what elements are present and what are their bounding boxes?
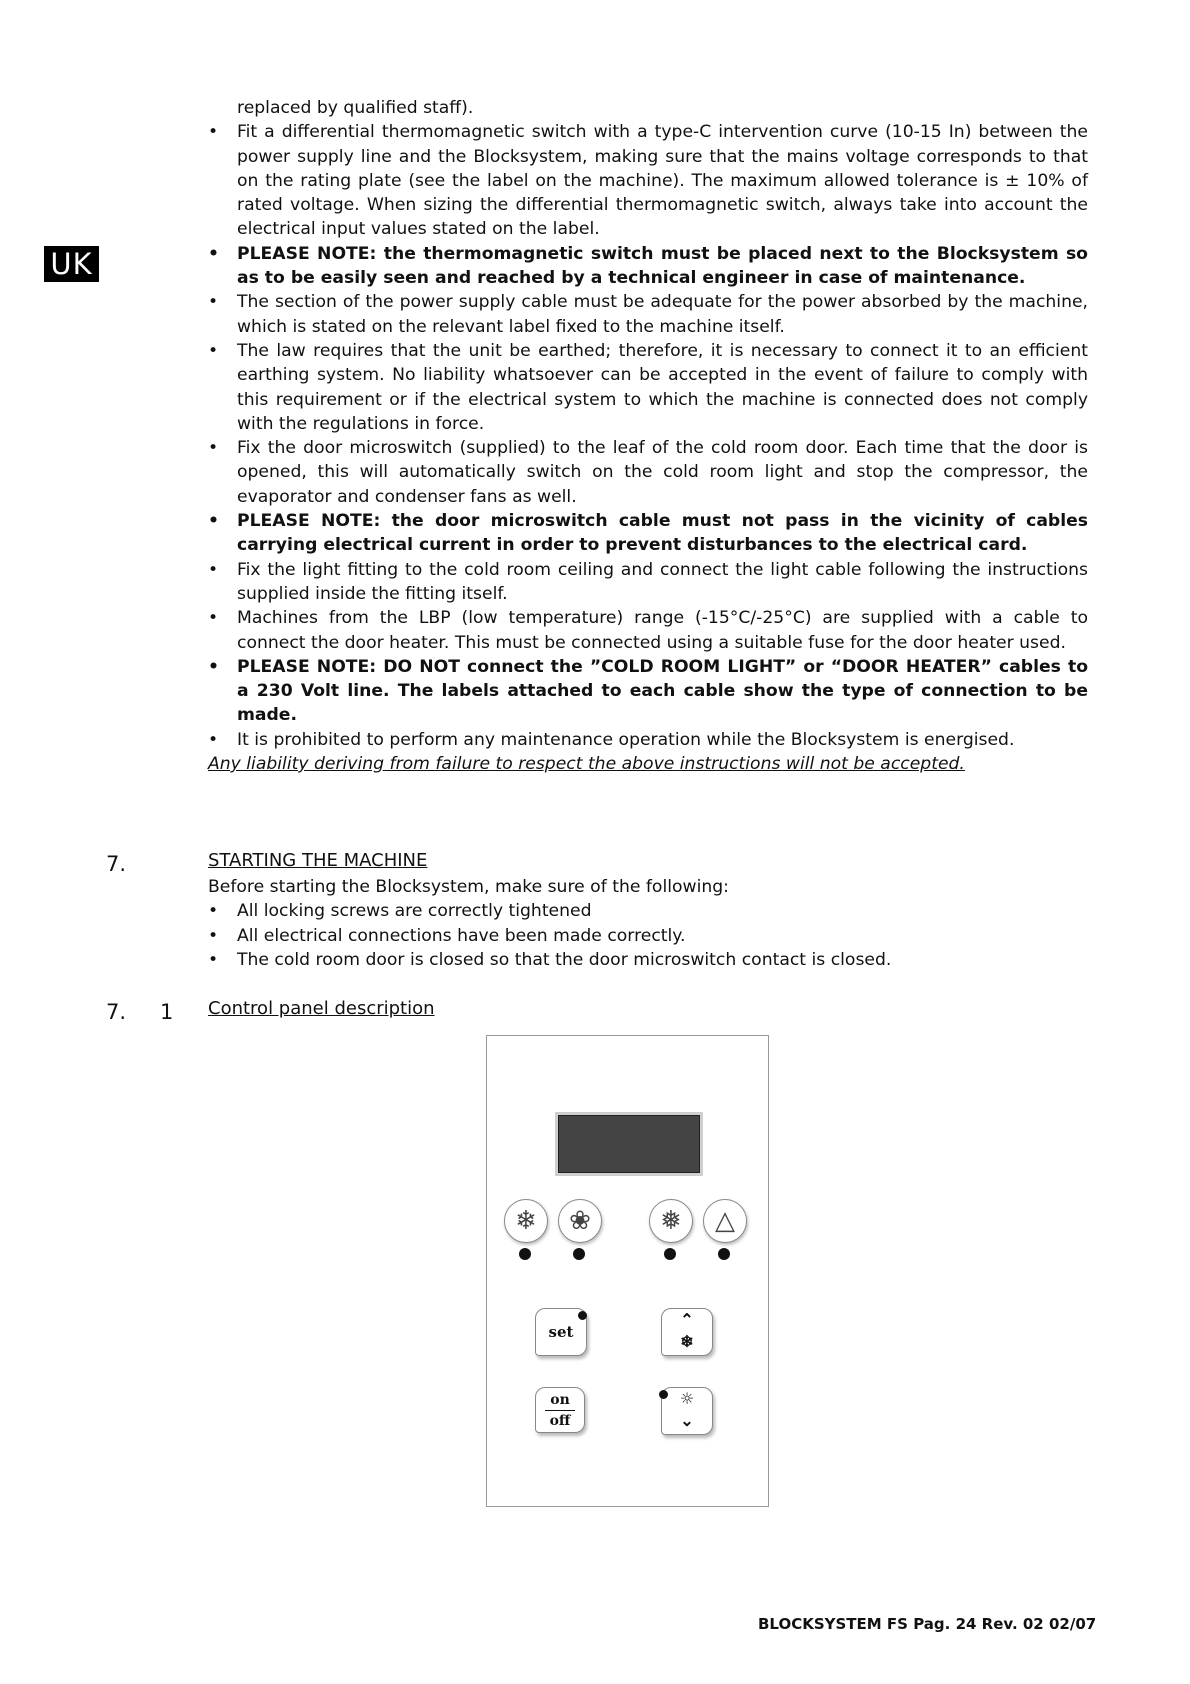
list-item-note: • PLEASE NOTE: DO NOT connect the ”COLD ROOM LIGHT” or “DOOR HEATER” cables to a 230 Volt line. The labels attached to each cable show the type of connection to be made. bbox=[208, 655, 1088, 728]
page-footer: BLOCKSYSTEM FS Pag. 24 Rev. 02 02/07 bbox=[758, 1615, 1097, 1633]
language-tab: UK bbox=[44, 246, 99, 282]
list-item: • The section of the power supply cable must be adequate for the power absorbed by the machine, which is stated on the relevant label fixed to the machine itself. bbox=[208, 290, 1088, 339]
intro-line: replaced by qualified staff). bbox=[237, 98, 474, 118]
down-light-button[interactable] bbox=[661, 1387, 713, 1435]
list-item: • Fix the light fitting to the cold room ceiling and connect the light cable following the instructions supplied inside the fitting itself. bbox=[208, 558, 1088, 607]
down-light-icon: ☼ ⌄ bbox=[679, 1389, 695, 1430]
subsection-title: Control panel description bbox=[208, 998, 435, 1019]
fan-led bbox=[573, 1248, 585, 1260]
control-panel-figure bbox=[486, 1035, 769, 1507]
on-label: on bbox=[550, 1392, 570, 1408]
panel-display bbox=[555, 1112, 703, 1176]
list-item: • All locking screws are correctly tightened bbox=[208, 899, 1088, 923]
subsection-subnumber: 1 bbox=[160, 1000, 174, 1024]
up-defrost-button[interactable] bbox=[661, 1308, 713, 1356]
defrost-icon: ❅ bbox=[649, 1199, 693, 1243]
alarm-led bbox=[718, 1248, 730, 1260]
defrost-led bbox=[664, 1248, 676, 1260]
list-item: • Fit a differential thermomagnetic switch with a type-C intervention curve (10-15 In) between the power supply line and the Blocksystem, making sure that the mains voltage corresponds to that on the rating plate (see the label on the machine). The maximum allowed tolerance is ± 10% of rated voltage. When sizing the differential thermomagnetic switch, always take into account the electrical input values stated on the label. bbox=[208, 120, 1088, 241]
section-title: STARTING THE MACHINE bbox=[208, 850, 428, 871]
alarm-bell-icon: △ bbox=[703, 1199, 747, 1243]
liability-note: Any liability deriving from failure to respect the above instructions will not be accepted. bbox=[208, 754, 965, 775]
list-item: • The cold room door is closed so that the door microswitch contact is closed. bbox=[208, 948, 1088, 972]
list-item-note: • PLEASE NOTE: the door microswitch cable must not pass in the vicinity of cables carrying electrical current in order to prevent disturbances to the electrical card. bbox=[208, 509, 1088, 558]
installation-instructions bbox=[208, 96, 1088, 776]
on-off-button[interactable] bbox=[535, 1387, 585, 1433]
snowflake-icon: ❄ bbox=[504, 1199, 548, 1243]
list-item-note: • PLEASE NOTE: the thermomagnetic switch must be placed next to the Blocksystem so as to be easily seen and reached by a technical engineer in case of maintenance. bbox=[208, 242, 1088, 291]
list-item: • It is prohibited to perform any maintenance operation while the Blocksystem is energised. bbox=[208, 728, 1088, 752]
fan-icon: ❀ bbox=[558, 1199, 602, 1243]
set-led bbox=[578, 1311, 587, 1320]
list-item: • All electrical connections have been made correctly. bbox=[208, 924, 1088, 948]
section-number: 7. bbox=[106, 852, 127, 876]
compressor-led bbox=[519, 1248, 531, 1260]
up-defrost-icon: ⌃ ❄ bbox=[680, 1310, 694, 1351]
subsection-number: 7. bbox=[106, 1000, 127, 1024]
list-item: • Fix the door microswitch (supplied) to the leaf of the cold room door. Each time that the door is opened, this will automatically switch on the cold room light and stop the compressor, the evaporator and condenser fans as well. bbox=[208, 436, 1088, 509]
set-label: set bbox=[548, 1323, 574, 1341]
off-label: off bbox=[549, 1413, 571, 1429]
section-body bbox=[208, 875, 1088, 972]
section-intro: Before starting the Blocksystem, make sure of the following: bbox=[208, 877, 729, 897]
light-led bbox=[659, 1390, 668, 1399]
list-item: • Machines from the LBP (low temperature) range (-15°C/-25°C) are supplied with a cable to connect the door heater. This must be connected using a suitable fuse for the door heater used. bbox=[208, 606, 1088, 655]
list-item: • The law requires that the unit be earthed; therefore, it is necessary to connect it to an efficient earthing system. No liability whatsoever can be accepted in the event of failure to comply with this requirement or if the electrical system to which the machine is connected does not comply with the regulations in force. bbox=[208, 339, 1088, 436]
